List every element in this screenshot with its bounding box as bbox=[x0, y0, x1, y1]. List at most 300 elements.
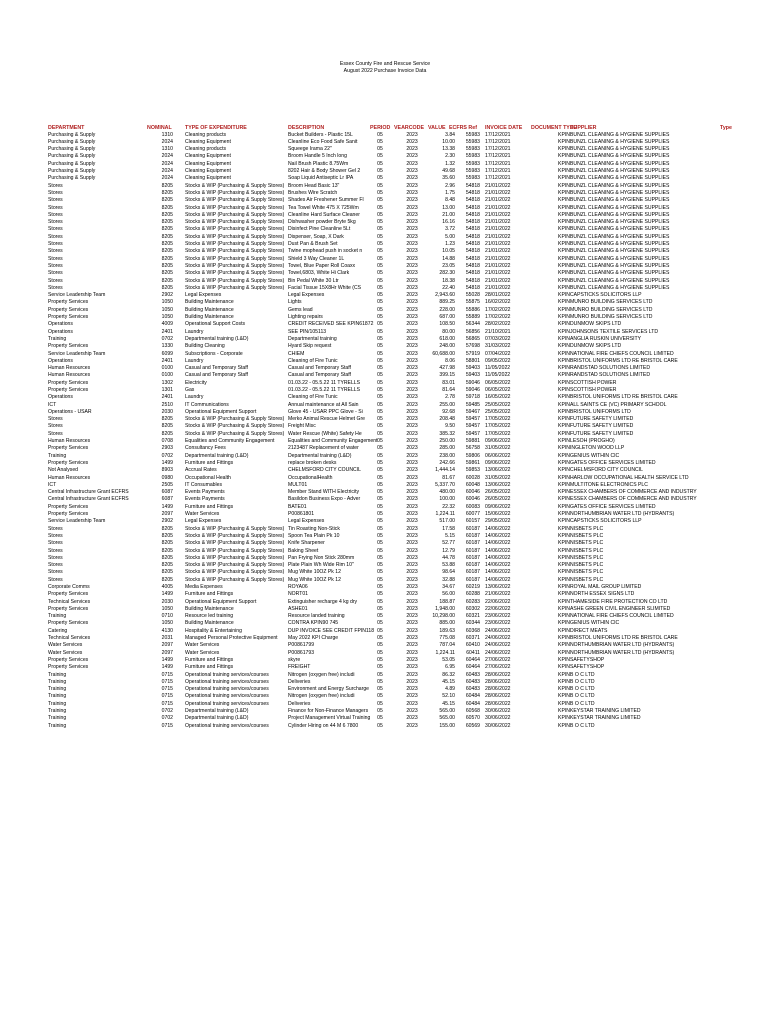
cell-value: 44.78 bbox=[442, 554, 455, 561]
cell-value: 2,943.60 bbox=[435, 292, 455, 299]
cell-document-type: KPIN bbox=[558, 394, 570, 401]
cell-invoice-date: 09/06/2022 bbox=[485, 459, 511, 466]
cell-department: Stores bbox=[48, 423, 63, 430]
cell-type-of-expenditure: Media Expenses bbox=[185, 584, 223, 590]
cell-value: 32.88 bbox=[442, 576, 455, 583]
cell-supplier: CHELMSFORD CITY COUNCIL bbox=[570, 467, 643, 474]
cell-supplier: B O C LTD bbox=[570, 678, 595, 685]
cell-nominal: 2902 bbox=[161, 518, 173, 525]
cell-invoice-date: 14/06/2022 bbox=[485, 547, 511, 554]
column-header-invoice-date: INVOICE DATE bbox=[485, 124, 523, 131]
cell-type-of-expenditure: Departmental training (L&D) bbox=[185, 335, 249, 342]
cell-yearcode: 2023 bbox=[406, 686, 418, 693]
cell-invoice-date: 09/05/2022 bbox=[485, 357, 511, 364]
cell-ecfrs-ref: 60077 bbox=[465, 511, 480, 518]
cell-period: 05 bbox=[377, 438, 383, 445]
cell-document-type: KPIN bbox=[558, 452, 570, 459]
cell-document-type: KPIN bbox=[558, 671, 570, 678]
cell-value: 687.00 bbox=[439, 314, 455, 321]
cell-invoice-date: 21/01/2022 bbox=[485, 219, 511, 226]
cell-description: Environment and Energy Surcharge bbox=[288, 686, 369, 693]
cell-value: 6.95 bbox=[445, 664, 455, 671]
table-row bbox=[0, 445, 770, 452]
table-row bbox=[0, 642, 770, 649]
cell-ecfrs-ref: 54818 bbox=[465, 197, 480, 204]
table-row bbox=[0, 548, 770, 555]
cell-description: CHIEM bbox=[288, 350, 305, 357]
cell-nominal: 1499 bbox=[161, 503, 173, 510]
cell-nominal: 8205 bbox=[161, 277, 173, 284]
cell-nominal: 2030 bbox=[161, 408, 173, 415]
cell-nominal: 2505 bbox=[161, 481, 173, 488]
cell-department: Stores bbox=[48, 284, 63, 291]
cell-supplier: BUNZL CLEANING & HYGIENE SUPPLIES bbox=[570, 204, 670, 211]
cell-period: 05 bbox=[377, 189, 383, 196]
cell-department: Technical Services bbox=[48, 598, 91, 605]
cell-invoice-date: 07/03/2022 bbox=[485, 335, 511, 342]
cell-invoice-date: 09/06/2022 bbox=[485, 503, 511, 510]
cell-supplier: GENIUS WITHIN CIC bbox=[570, 452, 620, 459]
cell-value: 8.06 bbox=[445, 357, 455, 364]
cell-type-of-expenditure: Subscriptions - Corporate bbox=[185, 350, 243, 357]
cell-yearcode: 2023 bbox=[406, 627, 418, 634]
cell-document-type: KPIN bbox=[558, 481, 570, 488]
cell-period: 05 bbox=[377, 146, 383, 153]
cell-department: Stores bbox=[48, 226, 63, 233]
cell-department: Stores bbox=[48, 197, 63, 204]
cell-yearcode: 2023 bbox=[406, 328, 418, 335]
cell-supplier: BUNZL CLEANING & HYGIENE SUPPLIES bbox=[570, 131, 670, 138]
cell-invoice-date: 17/12/2021 bbox=[485, 131, 511, 138]
cell-period: 05 bbox=[377, 299, 383, 306]
report-title: Essex County Fire and Rescue Service bbox=[339, 61, 431, 67]
table-row bbox=[0, 504, 770, 511]
cell-value: 53.88 bbox=[442, 562, 455, 569]
cell-type-of-expenditure: Stocks & WIP (Purchasing & Supply Stores) bbox=[185, 270, 285, 277]
cell-document-type: KPIN bbox=[558, 423, 570, 430]
cell-value: 228.00 bbox=[439, 306, 455, 313]
cell-supplier: DUNMOW SKIPS LTD bbox=[570, 343, 622, 350]
cell-nominal: 0702 bbox=[161, 452, 173, 459]
table-row bbox=[0, 380, 770, 387]
cell-document-type: KPIN bbox=[558, 379, 570, 386]
cell-document-type: KPIN bbox=[558, 635, 570, 642]
cell-ecfrs-ref: 59046 bbox=[465, 379, 480, 386]
table-row bbox=[0, 453, 770, 460]
cell-type-of-expenditure: Departmental training (L&D) bbox=[185, 452, 249, 459]
cell-document-type: KPIN bbox=[558, 430, 570, 437]
cell-document-type: KPIN bbox=[558, 219, 570, 226]
cell-period: 05 bbox=[377, 379, 383, 386]
cell-value: 12.79 bbox=[442, 547, 455, 554]
cell-invoice-date: 27/06/2022 bbox=[485, 656, 511, 663]
cell-yearcode: 2023 bbox=[406, 372, 418, 379]
cell-value: 13.38 bbox=[442, 146, 455, 153]
cell-invoice-date: 24/06/2022 bbox=[485, 649, 511, 656]
cell-department: Service Leadership Team bbox=[48, 350, 106, 357]
cell-nominal: 8205 bbox=[161, 189, 173, 196]
cell-nominal: 1310 bbox=[161, 131, 173, 138]
cell-period: 05 bbox=[377, 401, 383, 408]
cell-department: Stores bbox=[48, 270, 63, 277]
cell-invoice-date: 21/01/2022 bbox=[485, 277, 511, 284]
table-row bbox=[0, 606, 770, 613]
cell-value: 155.00 bbox=[439, 722, 455, 729]
cell-value: 14.88 bbox=[442, 255, 455, 262]
cell-supplier: NISBETS PLC bbox=[570, 554, 604, 561]
cell-type-of-expenditure: Stocks & WIP (Purchasing & Supply Stores) bbox=[185, 255, 285, 262]
cell-period: 05 bbox=[377, 678, 383, 685]
cell-period: 05 bbox=[377, 642, 383, 649]
column-header-type: Type bbox=[720, 124, 732, 131]
cell-ecfrs-ref: 59853 bbox=[465, 467, 480, 474]
cell-invoice-date: 26/05/2022 bbox=[485, 489, 511, 496]
cell-ecfrs-ref: 59861 bbox=[465, 459, 480, 466]
table-row bbox=[0, 168, 770, 175]
cell-value: 53.05 bbox=[442, 656, 455, 663]
cell-type-of-expenditure: Stocks & WIP (Purchasing & Supply Stores) bbox=[185, 576, 285, 583]
cell-nominal: 2024 bbox=[161, 153, 173, 160]
cell-supplier: ROYAL MAIL GROUP LIMITED bbox=[570, 584, 642, 590]
cell-period: 05 bbox=[377, 591, 383, 598]
cell-supplier: BUNZL CLEANING & HYGIENE SUPPLIES bbox=[570, 138, 670, 145]
cell-yearcode: 2023 bbox=[406, 576, 418, 583]
cell-description: Shield 3 Way Cleaner 1L bbox=[288, 255, 345, 262]
cell-invoice-date: 22/06/2022 bbox=[485, 605, 511, 612]
cell-ecfrs-ref: 55028 bbox=[465, 292, 480, 299]
cell-invoice-date: 24/06/2022 bbox=[485, 627, 511, 634]
cell-description: Nail Brush Plastic 8.75Wm bbox=[288, 160, 349, 167]
cell-invoice-date: 24/06/2022 bbox=[485, 635, 511, 642]
cell-invoice-date: 17/02/2022 bbox=[485, 314, 511, 321]
cell-invoice-date: 21/10/2021 bbox=[485, 328, 511, 335]
cell-description: Basildon Business Expo - Adver bbox=[288, 496, 361, 503]
cell-department: Service Leadership Team bbox=[48, 292, 106, 299]
cell-ecfrs-ref: 59457 bbox=[465, 423, 480, 430]
cell-ecfrs-ref: 58801 bbox=[465, 357, 480, 364]
cell-description: P00861793 bbox=[288, 649, 315, 656]
cell-document-type: KPIN bbox=[558, 722, 570, 729]
cell-nominal: 2097 bbox=[161, 642, 173, 649]
column-header-ecfrs-ref: ECFRS Ref bbox=[449, 124, 477, 131]
cell-yearcode: 2023 bbox=[406, 481, 418, 488]
column-header-period: PERIOD bbox=[370, 124, 391, 131]
cell-department: Property Services bbox=[48, 306, 89, 313]
cell-supplier: B O C LTD bbox=[570, 686, 595, 693]
cell-ecfrs-ref: 60187 bbox=[465, 562, 480, 569]
cell-description: Dispenser, Soap, X Dark bbox=[288, 233, 344, 240]
cell-description: ASHE01 bbox=[288, 605, 308, 612]
cell-type-of-expenditure: Stocks & WIP (Purchasing & Supply Stores) bbox=[185, 241, 285, 248]
table-row bbox=[0, 226, 770, 233]
table-row bbox=[0, 715, 770, 722]
cell-document-type: KPIN bbox=[558, 189, 570, 196]
cell-ecfrs-ref: 54818 bbox=[465, 204, 480, 211]
cell-ecfrs-ref: 60219 bbox=[465, 584, 480, 590]
table-row bbox=[0, 635, 770, 642]
cell-document-type: KPIN bbox=[558, 365, 570, 372]
cell-department: Stores bbox=[48, 211, 63, 218]
cell-period: 05 bbox=[377, 365, 383, 372]
cell-description: P00861801 bbox=[288, 511, 315, 518]
table-row bbox=[0, 511, 770, 518]
cell-nominal: 1499 bbox=[161, 656, 173, 663]
cell-period: 05 bbox=[377, 226, 383, 233]
cell-description: Pan Frying Non Stick 280mm bbox=[288, 554, 355, 561]
cell-ecfrs-ref: 60371 bbox=[465, 635, 480, 642]
cell-ecfrs-ref: 60569 bbox=[465, 722, 480, 729]
cell-value: 787.04 bbox=[439, 642, 455, 649]
cell-department: Property Services bbox=[48, 459, 89, 466]
cell-department: Property Services bbox=[48, 386, 89, 393]
cell-type-of-expenditure: Stocks & WIP (Purchasing & Supply Stores) bbox=[185, 525, 285, 532]
cell-yearcode: 2023 bbox=[406, 357, 418, 364]
cell-description: Twine mophead push in socket n bbox=[288, 248, 363, 255]
cell-yearcode: 2023 bbox=[406, 664, 418, 671]
cell-yearcode: 2023 bbox=[406, 386, 418, 393]
cell-description: 01.03.22 - 05.5.22 11 TYRELLS bbox=[288, 379, 361, 386]
table-row bbox=[0, 190, 770, 197]
cell-type-of-expenditure: Stocks & WIP (Purchasing & Supply Stores) bbox=[185, 423, 285, 430]
cell-value: 189.63 bbox=[439, 627, 455, 634]
cell-type-of-expenditure: Casual and Temporary Staff bbox=[185, 365, 248, 372]
cell-type-of-expenditure: Stocks & WIP (Purchasing & Supply Stores) bbox=[185, 204, 285, 211]
cell-period: 05 bbox=[377, 613, 383, 620]
cell-period: 05 bbox=[377, 722, 383, 729]
cell-period: 05 bbox=[377, 540, 383, 547]
cell-document-type: KPIN bbox=[558, 569, 570, 576]
table-row bbox=[0, 518, 770, 525]
table-row bbox=[0, 423, 770, 430]
column-header-nominal: NOMINAL bbox=[147, 124, 172, 131]
column-header-description: DESCRIPTION bbox=[288, 124, 325, 131]
cell-description: CHELMSFORD CITY COUNCIL bbox=[288, 467, 361, 474]
cell-value: 45.15 bbox=[442, 700, 455, 707]
cell-period: 05 bbox=[377, 262, 383, 269]
cell-department: Property Services bbox=[48, 605, 89, 612]
cell-invoice-date: 11/05/2022 bbox=[485, 365, 511, 372]
cell-yearcode: 2023 bbox=[406, 416, 418, 423]
cell-supplier: SAFETYSHOP bbox=[570, 656, 605, 663]
cell-period: 05 bbox=[377, 423, 383, 430]
cell-invoice-date: 06/06/2022 bbox=[485, 452, 511, 459]
cell-invoice-date: 17/12/2021 bbox=[485, 153, 511, 160]
cell-supplier: MULTITONE ELECTRONICS PLC bbox=[570, 481, 648, 488]
cell-nominal: 0715 bbox=[161, 686, 173, 693]
cell-yearcode: 2023 bbox=[406, 292, 418, 299]
cell-supplier: FUTURE SAFETY LIMITED bbox=[570, 416, 634, 423]
cell-value: 52.77 bbox=[442, 540, 455, 547]
cell-document-type: KPIN bbox=[558, 700, 570, 707]
cell-ecfrs-ref: 54818 bbox=[465, 270, 480, 277]
cell-yearcode: 2023 bbox=[406, 197, 418, 204]
cell-document-type: KPIN bbox=[558, 241, 570, 248]
cell-department: Training bbox=[48, 693, 67, 700]
cell-ecfrs-ref: 60484 bbox=[465, 693, 480, 700]
cell-document-type: KPIN bbox=[558, 620, 570, 627]
cell-value: 34.67 bbox=[442, 584, 455, 590]
cell-department: Purchasing & Supply bbox=[48, 175, 96, 182]
cell-description: Towel,6803, White Hi Clark bbox=[288, 270, 350, 277]
table-row bbox=[0, 343, 770, 350]
table-row bbox=[0, 372, 770, 379]
cell-description: Towel, Blue Paper Roll Coaxx bbox=[288, 262, 356, 269]
cell-supplier: MUNRO BUILDING SERVICES LTD bbox=[570, 314, 653, 321]
cell-period: 05 bbox=[377, 605, 383, 612]
cell-value: 565.00 bbox=[439, 708, 455, 715]
cell-nominal: 4130 bbox=[161, 627, 173, 634]
cell-invoice-date: 28/06/2022 bbox=[485, 686, 511, 693]
cell-invoice-date: 21/01/2022 bbox=[485, 211, 511, 218]
cell-nominal: 2903 bbox=[161, 445, 173, 452]
cell-period: 05 bbox=[377, 532, 383, 539]
cell-department: Training bbox=[48, 700, 67, 707]
cell-period: 05 bbox=[377, 255, 383, 262]
cell-period: 05 bbox=[377, 489, 383, 496]
cell-supplier: NORTHUMBRIAN WATER LTD (HYDRANTS) bbox=[570, 642, 675, 649]
cell-supplier: DUNMOW SKIPS LTD bbox=[570, 321, 622, 328]
cell-description: Member Stand WITH Electricity bbox=[288, 489, 360, 496]
cell-document-type: KPIN bbox=[558, 299, 570, 306]
cell-type-of-expenditure: Departmental training (L&D) bbox=[185, 708, 249, 715]
cell-invoice-date: 30/06/2022 bbox=[485, 708, 511, 715]
cell-invoice-date: 17/05/2022 bbox=[485, 423, 511, 430]
cell-nominal: 1499 bbox=[161, 459, 173, 466]
cell-type-of-expenditure: Equalities and Community Engagement bbox=[185, 438, 275, 445]
cell-nominal: 0715 bbox=[161, 693, 173, 700]
table-row bbox=[0, 628, 770, 635]
table-row bbox=[0, 153, 770, 160]
cell-ecfrs-ref: 54818 bbox=[465, 189, 480, 196]
cell-ecfrs-ref: 60483 bbox=[465, 678, 480, 685]
cell-ecfrs-ref: 60302 bbox=[465, 605, 480, 612]
cell-supplier: KEYSTAR TRAINING LIMITED bbox=[570, 715, 641, 722]
cell-description: Deliveries bbox=[288, 678, 311, 685]
invoice-table-body bbox=[0, 132, 770, 730]
cell-description: Finance for Non-Finance Managers bbox=[288, 708, 369, 715]
cell-department: Operations bbox=[48, 394, 73, 401]
cell-type-of-expenditure: Cleaning Equipment bbox=[185, 175, 231, 182]
cell-nominal: 8205 bbox=[161, 219, 173, 226]
cell-yearcode: 2023 bbox=[406, 365, 418, 372]
cell-ecfrs-ref: 55983 bbox=[465, 153, 480, 160]
cell-department: Stores bbox=[48, 255, 63, 262]
cell-yearcode: 2023 bbox=[406, 350, 418, 357]
cell-invoice-date: 31/05/2022 bbox=[485, 445, 511, 452]
cell-type-of-expenditure: IT Consumables bbox=[185, 481, 222, 488]
cell-period: 05 bbox=[377, 686, 383, 693]
cell-document-type: KPIN bbox=[558, 438, 570, 445]
cell-department: Property Services bbox=[48, 314, 89, 321]
cell-ecfrs-ref: 57698 bbox=[465, 343, 480, 350]
cell-period: 05 bbox=[377, 270, 383, 277]
cell-yearcode: 2023 bbox=[406, 255, 418, 262]
cell-yearcode: 2023 bbox=[406, 656, 418, 663]
cell-nominal: 1301 bbox=[161, 386, 173, 393]
cell-value: 86.32 bbox=[442, 671, 455, 678]
column-header-document-type: DOCUMENT TYPE bbox=[531, 124, 577, 131]
cell-yearcode: 2023 bbox=[406, 146, 418, 153]
cell-description: Knife Sharpener bbox=[288, 540, 325, 547]
cell-period: 05 bbox=[377, 328, 383, 335]
cell-type-of-expenditure: Stocks & WIP (Purchasing & Supply Stores) bbox=[185, 211, 285, 218]
cell-type-of-expenditure: Laundry bbox=[185, 357, 204, 364]
cell-value: 52.10 bbox=[442, 693, 455, 700]
cell-type-of-expenditure: Building Maintenance bbox=[185, 314, 234, 321]
cell-ecfrs-ref: 60048 bbox=[465, 481, 480, 488]
table-row bbox=[0, 657, 770, 664]
cell-type-of-expenditure: Electricity bbox=[185, 379, 207, 386]
cell-department: Stores bbox=[48, 416, 63, 423]
cell-period: 05 bbox=[377, 408, 383, 415]
cell-nominal: 8205 bbox=[161, 547, 173, 554]
cell-description: Bin Pedal White 30 Ltr bbox=[288, 277, 339, 284]
cell-period: 05 bbox=[377, 160, 383, 167]
cell-document-type: KPIN bbox=[558, 343, 570, 350]
cell-description: Casual and Temporary Staff bbox=[288, 372, 351, 379]
cell-yearcode: 2023 bbox=[406, 284, 418, 291]
cell-ecfrs-ref: 55983 bbox=[465, 160, 480, 167]
cell-supplier: DIRECT MEATS bbox=[570, 627, 608, 634]
cell-period: 05 bbox=[377, 138, 383, 145]
cell-department: Training bbox=[48, 671, 67, 678]
cell-document-type: KPIN bbox=[558, 197, 570, 204]
cell-department: Stores bbox=[48, 547, 63, 554]
cell-ecfrs-ref: 54818 bbox=[465, 182, 480, 189]
cell-period: 05 bbox=[377, 708, 383, 715]
cell-supplier: ASHE GREEN CIVIL ENGINEER SLIMITED bbox=[570, 605, 671, 612]
cell-description: BATE01 bbox=[288, 503, 307, 510]
cell-invoice-date: 21/01/2022 bbox=[485, 204, 511, 211]
cell-period: 05 bbox=[377, 335, 383, 342]
table-row bbox=[0, 599, 770, 606]
cell-document-type: KPIN bbox=[558, 306, 570, 313]
cell-department: Property Services bbox=[48, 656, 89, 663]
cell-value: 81.67 bbox=[442, 474, 455, 481]
cell-department: Property Services bbox=[48, 343, 89, 350]
cell-value: 1,224.11 bbox=[435, 649, 455, 656]
cell-department: ICT bbox=[48, 401, 57, 408]
cell-period: 05 bbox=[377, 554, 383, 561]
cell-description: Bucket Builders - Plastic 15L bbox=[288, 131, 353, 138]
cell-ecfrs-ref: 60187 bbox=[465, 547, 480, 554]
cell-department: ICT bbox=[48, 481, 57, 488]
cell-value: 80.00 bbox=[442, 328, 455, 335]
cell-nominal: 6087 bbox=[161, 489, 173, 496]
cell-nominal: 1050 bbox=[161, 620, 173, 627]
cell-department: Stores bbox=[48, 241, 63, 248]
table-row bbox=[0, 292, 770, 299]
cell-type-of-expenditure: Managed Personal Protective Equipment bbox=[185, 635, 278, 642]
cell-invoice-date: 25/05/2022 bbox=[485, 401, 511, 408]
cell-nominal: 0715 bbox=[161, 671, 173, 678]
cell-nominal: 2401 bbox=[161, 328, 173, 335]
cell-supplier: NISBETS PLC bbox=[570, 576, 604, 583]
cell-document-type: KPIN bbox=[558, 613, 570, 620]
cell-value: 5.15 bbox=[445, 532, 455, 539]
cell-document-type: KPIN bbox=[558, 547, 570, 554]
cell-ecfrs-ref: 56344 bbox=[465, 321, 480, 328]
cell-ecfrs-ref: 60483 bbox=[465, 671, 480, 678]
cell-ecfrs-ref: 59457 bbox=[465, 416, 480, 423]
cell-yearcode: 2023 bbox=[406, 562, 418, 569]
cell-yearcode: 2023 bbox=[406, 598, 418, 605]
cell-nominal: 8205 bbox=[161, 284, 173, 291]
cell-supplier: ALL SAINTS CE (VC) PRIMARY SCHOOL bbox=[570, 401, 667, 408]
cell-type-of-expenditure: Furniture and Fittings bbox=[185, 656, 234, 663]
cell-document-type: KPIN bbox=[558, 204, 570, 211]
cell-document-type: KPIN bbox=[558, 649, 570, 656]
